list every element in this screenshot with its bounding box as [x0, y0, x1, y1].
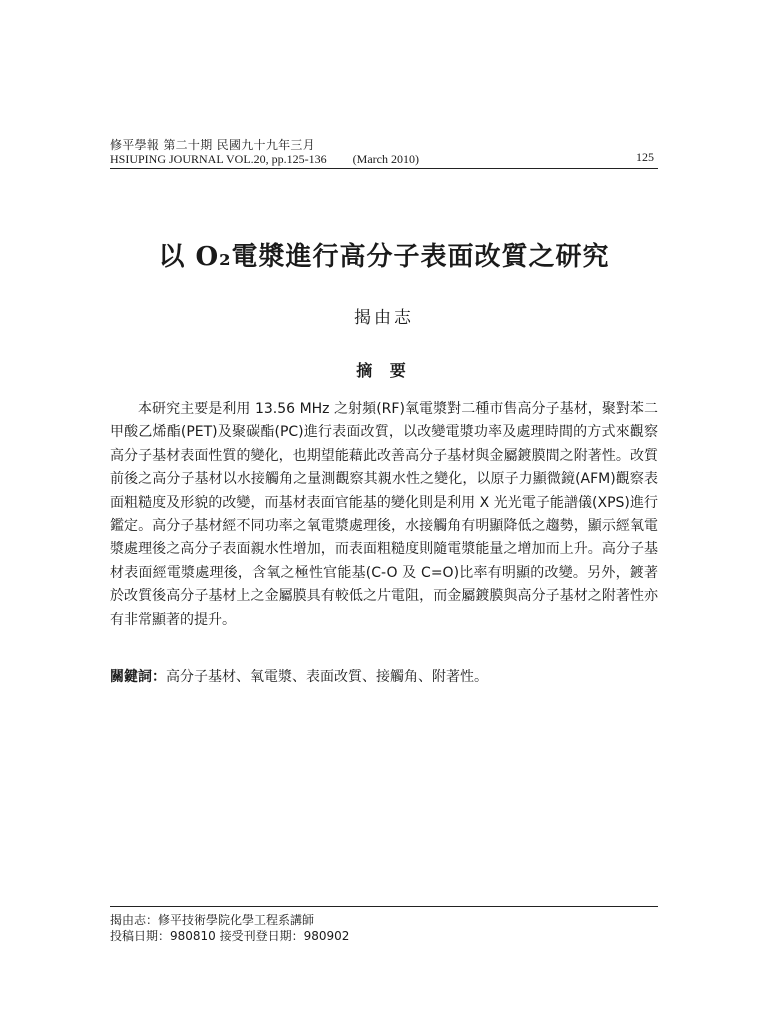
abstract-body: 本研究主要是利用 13.56 MHz 之射頻(RF)氧電漿對二種市售高分子基材，聚對苯二甲酸乙烯酯(PET)及聚碳酯(PC)進行表面改質，以改變電漿功率及處理時間的方式來觀察高分子基材表面性質的變化，也期望能藉此改善高分子基材與金屬鍍膜間之附著性。改質前後之高分子基材以水接觸角之量測觀察其親水性之變化，以原子力顯微鏡(AFM)觀察表面粗糙度及形貌的改變，而基材表面官能基的變化則是利用 X 光光電子能譜儀(XPS)進行鑑定。高分子基材經不同功率之氧電漿處理後，水接觸角有明顯降低之趨勢，顯示經氧電漿處理後之高分子表面親水性增加，而表面粗糙度則隨電漿能量之增加而上升。高分子基材表面經電漿處理後，含氧之極性官能基(C-O 及 C=O)比率有明顯的改變。另外，鍍著於改質後高分子基材上之金屬膜具有較低之片電阻，而金屬鍍膜與高分子基材之附著性亦有非常顯著的提升。	[110, 401, 658, 628]
footnote-affiliation: 揭由志：修平技術學院化學工程系講師	[110, 913, 315, 927]
journal-header-chinese: 修平學報 第二十期 民國九十九年三月	[110, 138, 316, 152]
keywords-label: 關鍵詞：	[110, 669, 166, 685]
journal-header-english	[110, 152, 419, 167]
journal-volume-pages: HSIUPING JOURNAL VOL.20, pp.125-136	[110, 152, 327, 166]
article-author: 揭由志	[354, 308, 414, 328]
footnote-dates: 投稿日期：980810 接受刊登日期：980902	[110, 929, 350, 943]
keywords	[110, 666, 658, 686]
footnote-rule	[110, 906, 658, 907]
abstract-heading: 摘 要	[356, 361, 412, 380]
article-title: 以 O₂電漿進行高分子表面改質之研究	[158, 242, 610, 272]
header-rule	[110, 168, 658, 169]
journal-date: (March 2010)	[352, 152, 419, 166]
page-number: 125	[636, 150, 654, 164]
keywords-list: 高分子基材、氧電漿、表面改質、接觸角、附著性。	[166, 669, 488, 685]
